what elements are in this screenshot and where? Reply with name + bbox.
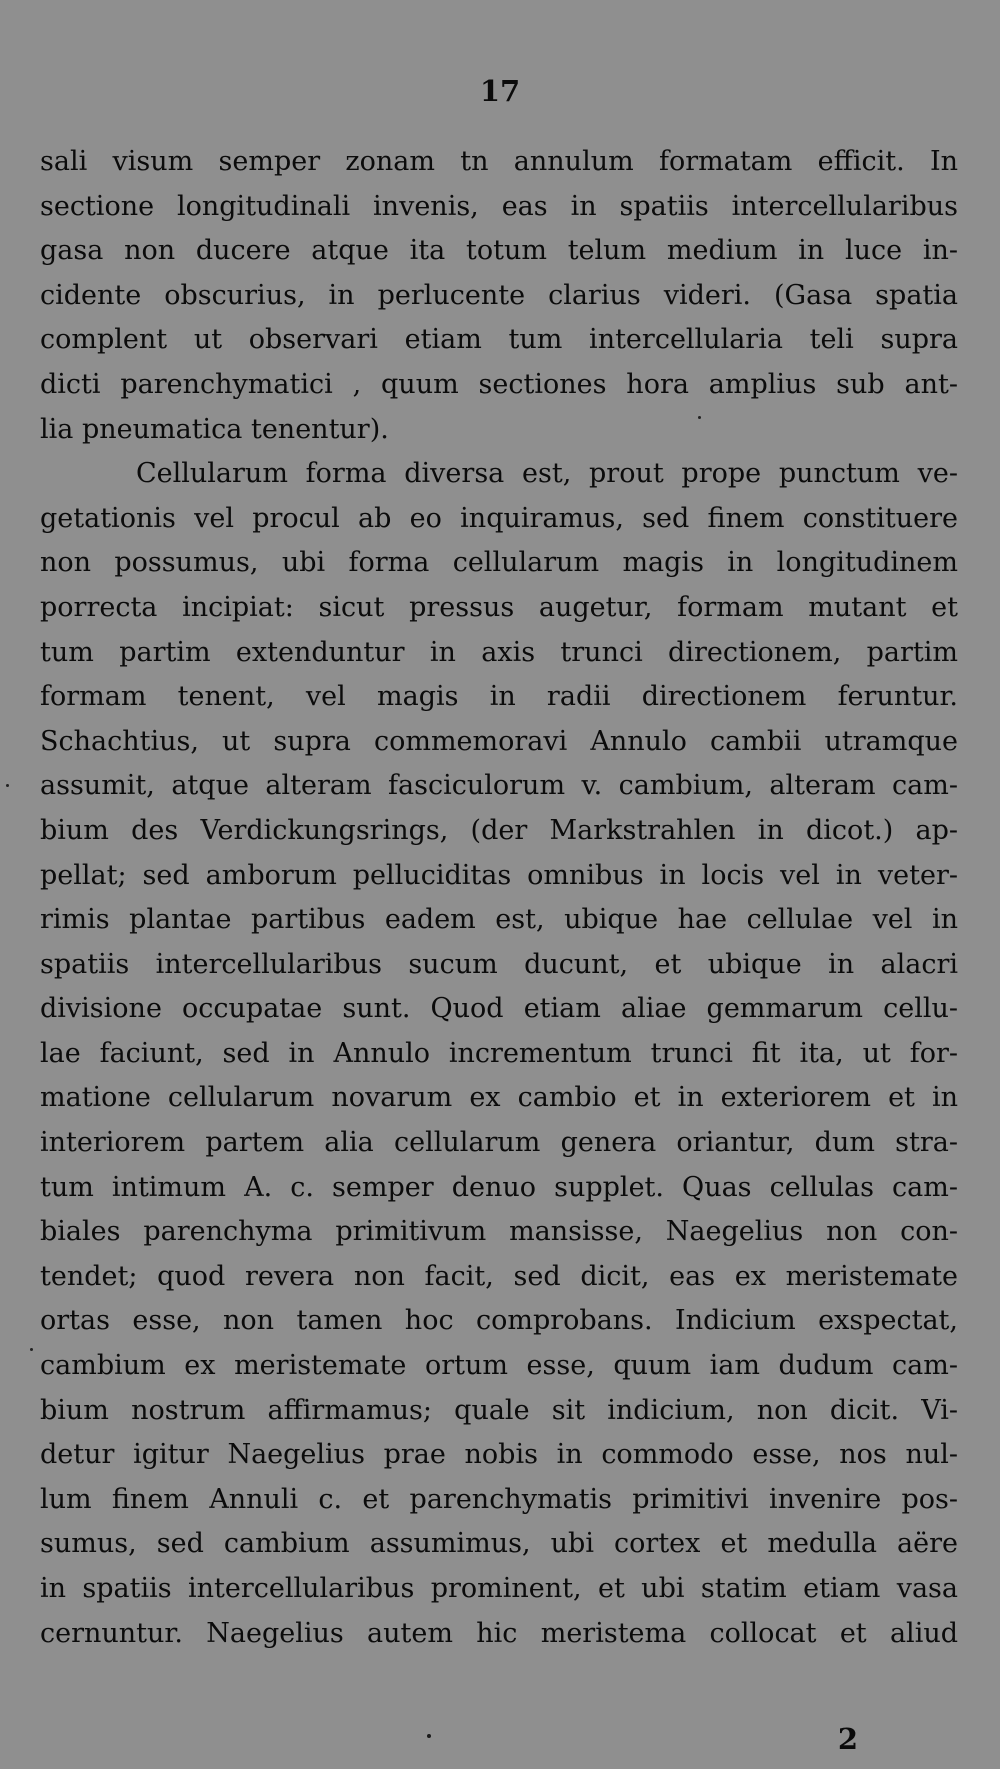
text-line: gasa non ducere atque ita totum telum medium in luce in- (40, 235, 958, 267)
text-line: detur igitur Naegelius prae nobis in commodo esse, nos nul- (40, 1439, 958, 1471)
page-number: 17 (479, 74, 521, 108)
text-line: tum partim extenduntur in axis trunci directionem, partim (40, 636, 958, 668)
text-line: pellat; sed amborum pelluciditas omnibus in locis vel in veter- (40, 859, 958, 891)
text-line: sectione longitudinali invenis, eas in spatiis intercellularibus (40, 190, 958, 222)
text-line: ortas esse, non tamen hoc comprobans. Indicium exspectat, (40, 1305, 958, 1337)
text-line: cambium ex meristemate ortum esse, quum iam dudum cam- (40, 1350, 958, 1382)
print-speck (427, 1734, 431, 1738)
text-line: matione cellularum novarum ex cambio et in exteriorem et in (40, 1082, 958, 1114)
text-line: in spatiis intercellularibus prominent, et ubi statim etiam vasa (40, 1573, 958, 1604)
text-line: biales parenchyma primitivum mansisse, Naegelius non con- (40, 1216, 958, 1248)
body-text (40, 140, 958, 1656)
text-line: dicti parenchymatici , quum sectiones hora amplius sub ant- (40, 368, 958, 400)
paragraph-start-line: Cellularum forma diversa est, prout prope punctum ve- (136, 458, 958, 490)
text-line: sumus, sed cambium assumimus, ubi cortex et medulla aëre (40, 1528, 958, 1560)
text-line: bium des Verdickungsrings, (der Markstrahlen in dicot.) ap- (40, 814, 958, 846)
text-line: getationis vel procul ab eo inquiramus, sed finem constituere (40, 502, 958, 534)
text-line: bium nostrum affirmamus; quale sit indicium, non dicit. Vi- (40, 1394, 958, 1426)
text-line: divisione occupatae sunt. Quod etiam aliae gemmarum cellu- (40, 993, 958, 1025)
text-line: tum intimum A. c. semper denuo supplet. Quas cellulas cam- (40, 1171, 958, 1203)
text-line: spatiis intercellularibus sucum ducunt, et ubique in alacri (40, 948, 958, 980)
text-line: porrecta incipiat: sicut pressus augetur, formam mutant et (40, 591, 958, 623)
text-line: cernuntur. Naegelius autem hic meristema collocat et aliud (40, 1617, 958, 1649)
text-line: formam tenent, vel magis in radii directionem feruntur. (40, 681, 958, 713)
text-line: non possumus, ubi forma cellularum magis in longitudinem (40, 547, 958, 579)
print-speck (698, 416, 701, 419)
signature-mark: 2 (837, 1722, 858, 1756)
print-speck (30, 1348, 33, 1351)
text-line: tendet; quod revera non facit, sed dicit, eas ex meristemate (40, 1260, 958, 1292)
text-line: complent ut observari etiam tum intercellularia teli supra (40, 324, 958, 356)
text-line: sali visum semper zonam tn annulum formatam efficit. In (40, 146, 958, 177)
text-line: lia pneumatica tenentur). (40, 413, 389, 445)
text-line: Schachtius, ut supra commemoravi Annulo cambii utramque (40, 725, 958, 757)
text-line: lae faciunt, sed in Annulo incrementum trunci fit ita, ut for- (40, 1037, 958, 1069)
text-line: assumit, atque alteram fasciculorum v. cambium, alteram cam- (40, 770, 958, 802)
text-line: interiorem partem alia cellularum genera oriantur, dum stra- (40, 1127, 958, 1159)
text-line: cidente obscurius, in perlucente clarius videri. (Gasa spatia (40, 279, 958, 311)
text-line: rimis plantae partibus eadem est, ubique hae cellulae vel in (40, 904, 958, 936)
print-speck (6, 784, 9, 787)
text-line: lum finem Annuli c. et parenchymatis primitivi invenire pos- (40, 1483, 958, 1515)
